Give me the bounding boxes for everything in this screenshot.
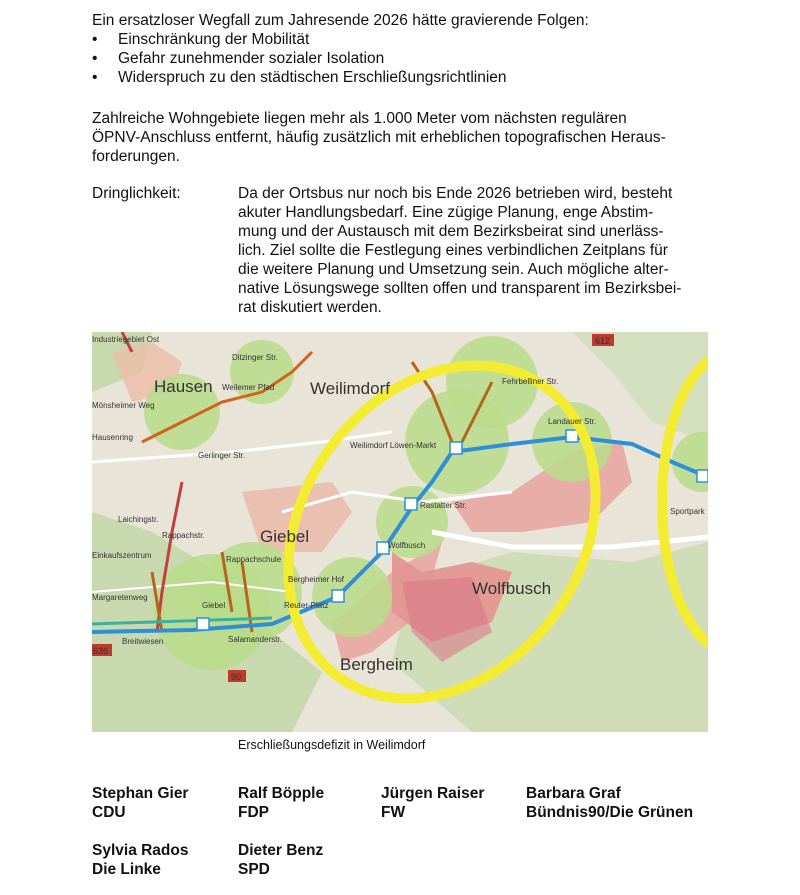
intro-text: Ein ersatzloser Wegfall zum Jahresende 2026 hätte gravierende Folgen:	[92, 12, 589, 29]
street-label: Laichingstr.	[118, 515, 159, 524]
street-label: Industriegebiet Ost	[92, 335, 160, 344]
signatory-name: Barbara Graf	[526, 785, 621, 802]
stop-label: Reuter-Platz	[284, 601, 329, 610]
stop-marker	[697, 470, 708, 482]
signatory-party: FW	[381, 804, 406, 821]
street-label: Mönsheimer Weg	[92, 401, 155, 410]
urgency-line: die weitere Planung und Umsetzung sein. Auch mögliche alter-	[238, 261, 669, 278]
street-label: Einkaufszentrum	[92, 551, 152, 560]
paragraph-line: Zahlreiche Wohngebiete liegen mehr als 1.000 Meter vom nächsten regulären	[92, 110, 627, 127]
street-label: Hausenring	[92, 433, 133, 442]
urgency-line: mung und der Austausch mit dem Bezirksbeirat sind unerläss-	[238, 223, 664, 240]
street-label: Landauer Str.	[548, 417, 597, 426]
catchment-area	[312, 557, 392, 637]
street-label: Margaretenweg	[92, 593, 148, 602]
consequences-list	[92, 30, 507, 87]
signatory-party: Die Linke	[92, 861, 161, 878]
catchment-area	[230, 340, 294, 404]
urgency-line: native Lösungswege sollten offen und transparent im Bezirksbei-	[238, 280, 682, 297]
signatory-name: Dieter Benz	[238, 842, 324, 859]
signatory-name: Sylvia Rados	[92, 842, 189, 859]
signatory-name: Stephan Gier	[92, 785, 189, 802]
place-label: Sportpark	[670, 507, 705, 516]
map-caption: Erschließungsdefizit in Weilimdorf	[238, 738, 426, 752]
urgency-line: rat diskutiert werden.	[238, 299, 382, 316]
street-label: Rappachstr.	[162, 531, 205, 540]
stop-label: Rastatter Str.	[420, 501, 467, 510]
stop-marker	[566, 430, 578, 442]
stop-marker	[332, 590, 344, 602]
street-label: Weilemer Pfad	[222, 383, 275, 392]
place-label: Wolfbusch	[472, 579, 552, 598]
signatory-name: Jürgen Raiser	[381, 785, 485, 802]
signatory-party: SPD	[238, 861, 270, 878]
place-label: Weilimdorf	[310, 379, 390, 398]
stop-label: Bergheimer Hof	[288, 575, 345, 584]
coverage-map	[92, 332, 708, 732]
place-label: Bergheim	[340, 655, 413, 674]
paragraph-line: forderungen.	[92, 148, 180, 165]
place-label: Giebel	[260, 527, 310, 546]
list-item: • Widerspruch zu den städtischen Erschließungsrichtlinien	[92, 68, 507, 87]
paragraph-line: ÖPNV-Anschluss entfernt, häufig zusätzlich mit erheblichen topografischen Heraus-	[92, 129, 666, 146]
stop-marker	[450, 442, 462, 454]
street-label: Breitwiesen	[122, 637, 164, 646]
stop-marker	[197, 618, 209, 630]
stop-label: Giebel	[202, 601, 226, 610]
route-number: 636	[93, 646, 109, 656]
street-label: Fehrbelliner Str.	[502, 377, 559, 386]
route-number: 612	[595, 336, 611, 346]
urgency-line: akuter Handlungsbedarf. Eine zügige Planung, enge Abstim-	[238, 204, 654, 221]
street-label: Ditzinger Str.	[232, 353, 278, 362]
signatory-party: Bündnis90/Die Grünen	[526, 804, 694, 821]
signatory-party: FDP	[238, 804, 269, 821]
list-item: • Einschränkung der Mobilität	[92, 30, 507, 49]
street-label: Salamanderstr.	[228, 635, 282, 644]
stop-label: Weilimdorf Löwen-Markt	[350, 441, 437, 450]
place-label: Hausen	[154, 377, 213, 396]
stop-label: Wolfbusch	[388, 541, 426, 550]
stop-marker	[405, 498, 417, 510]
urgency-line: Da der Ortsbus nur noch bis Ende 2026 betrieben wird, besteht	[238, 185, 673, 202]
route-number: 90	[231, 672, 242, 682]
urgency-line: lich. Ziel sollte die Festlegung eines verbindlichen Zeitplans für	[238, 242, 668, 259]
street-label: Rappachschule	[226, 555, 282, 564]
signatory-name: Ralf Böpple	[238, 785, 325, 802]
street-label: Gerlinger Str.	[198, 451, 246, 460]
urgency-label: Dringlichkeit:	[92, 185, 181, 202]
signatory-party: CDU	[92, 804, 126, 821]
list-item: • Gefahr zunehmender sozialer Isolation	[92, 49, 507, 68]
